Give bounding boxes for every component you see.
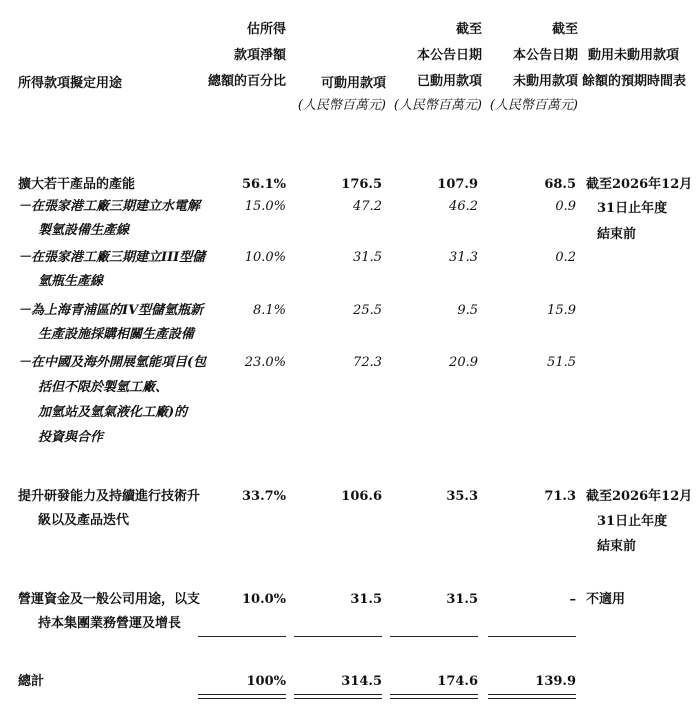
subtotal-rule [294,636,382,637]
subtotal-rule [488,636,576,637]
header-use: 所得款項擬定用途 [18,76,123,91]
total-double-rule [390,694,478,699]
total-double-rule [294,694,382,699]
subtotal-rule [390,636,478,637]
subtotal-rule [198,636,286,637]
total-double-rule [198,694,286,699]
total-double-rule [488,694,576,699]
